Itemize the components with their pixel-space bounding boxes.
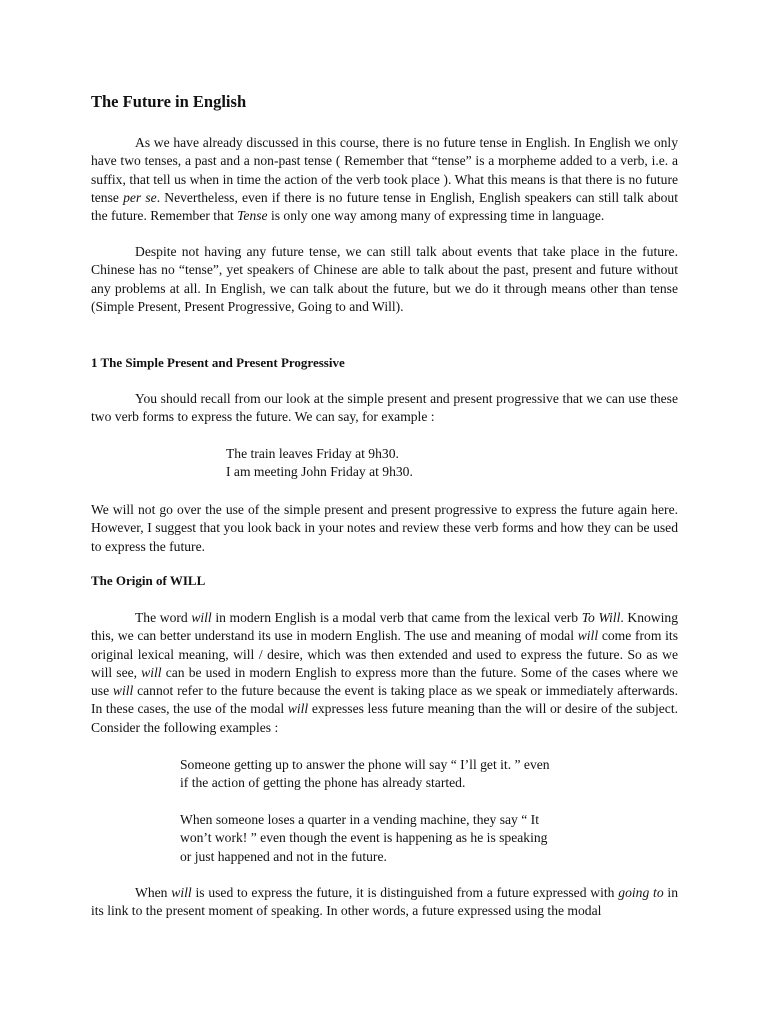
- section-1-heading: 1 The Simple Present and Present Progressive: [91, 355, 345, 370]
- italic-will: will: [171, 885, 192, 900]
- example-line-1: The train leaves Friday at 9h30.: [226, 446, 399, 461]
- quote-line: won’t work! ” even though the event is happening as he is speaking: [180, 830, 548, 846]
- italic-tense: Tense: [237, 208, 268, 224]
- quote-line: if the action of getting the phone has already started.: [180, 775, 466, 791]
- origin-text: When: [135, 885, 172, 900]
- italic-to-will: To Will: [581, 610, 621, 625]
- italic-going-to: going to: [618, 885, 664, 900]
- intro-text: As we have already discussed in this course, there is no future tense in English. In English we only have two tenses, a past and a non-past tense ( Remember that “tense” is a morpheme added to a verb, i.e. a suffix, that tell us when in time the action of the verb took place ). What this means is that there is no future tense: [91, 135, 678, 205]
- example-quote-1: [180, 756, 600, 793]
- intro-text: is only one way among many of expressing time in language.: [267, 208, 605, 224]
- section-1-paragraph-2: We will not go over the use of the simple present and present progressive to express the future again here. However, I suggest that you look back in your notes and review these verb forms and how they can be used to express the future.: [91, 502, 678, 554]
- italic-will: will: [287, 701, 309, 717]
- quote-line: or just happened and not in the future.: [180, 848, 387, 864]
- intro-text: . Nevertheless, even if there is no future tense in English, English speakers can still talk about the future. Remember that: [91, 189, 678, 224]
- italic-will: will: [577, 628, 599, 644]
- quote-line: When someone loses a quarter in a vending machine, they say “ It: [180, 812, 539, 827]
- intro-paragraph-2: Despite not having any future tense, we can still talk about events that take place in the future. Chinese has no “tense”, yet speakers of Chinese are able to talk about the past, present and future without any problems at all. In English, we can talk about the future, but we do it through means other than tense (Simple Present, Present Progressive, Going to and Will).: [91, 244, 678, 314]
- origin-text: The word: [135, 610, 192, 625]
- example-quote-2: [180, 811, 600, 866]
- origin-text: expresses less future meaning than the will or desire of the subject. Consider the following examples :: [91, 701, 678, 735]
- intro-paragraph-1: [91, 134, 678, 225]
- italic-will: will: [141, 664, 162, 680]
- italic-will: will: [191, 610, 212, 625]
- origin-heading: The Origin of WILL: [91, 573, 206, 588]
- quote-line: Someone getting up to answer the phone will say “ I’ll get it. ” even: [180, 757, 550, 772]
- origin-paragraph-1: [91, 609, 678, 737]
- origin-text: in its link to the present moment of speaking. In other words, a future expressed using the modal: [91, 885, 678, 919]
- origin-paragraph-2: [91, 884, 678, 921]
- origin-text: come from its original lexical meaning, will / desire, which was then extended and used to express the future. So as we will see,: [91, 628, 678, 680]
- page-title: The Future in English: [91, 92, 247, 111]
- origin-text: is used to express the future, it is distinguished from a future expressed with: [191, 885, 619, 900]
- example-line-2: I am meeting John Friday at 9h30.: [226, 464, 413, 479]
- italic-will: will: [112, 683, 134, 699]
- origin-text: can be used in modern English to express more than the future. Some of the cases where we use: [91, 664, 678, 699]
- origin-text: cannot refer to the future because the event is taking place as we speak or immediately afterwards. In these cases, the use of the modal: [91, 683, 678, 717]
- section-1-paragraph-1: You should recall from our look at the simple present and present progressive that we can use these two verb forms to express the future. We can say, for example :: [91, 391, 678, 425]
- origin-text: in modern English is a modal verb that came from the lexical verb: [211, 610, 582, 625]
- italic-per-se: per se: [123, 189, 157, 205]
- origin-text: . Knowing this, we can better understand its use in modern English. The use and meaning of modal: [91, 610, 678, 644]
